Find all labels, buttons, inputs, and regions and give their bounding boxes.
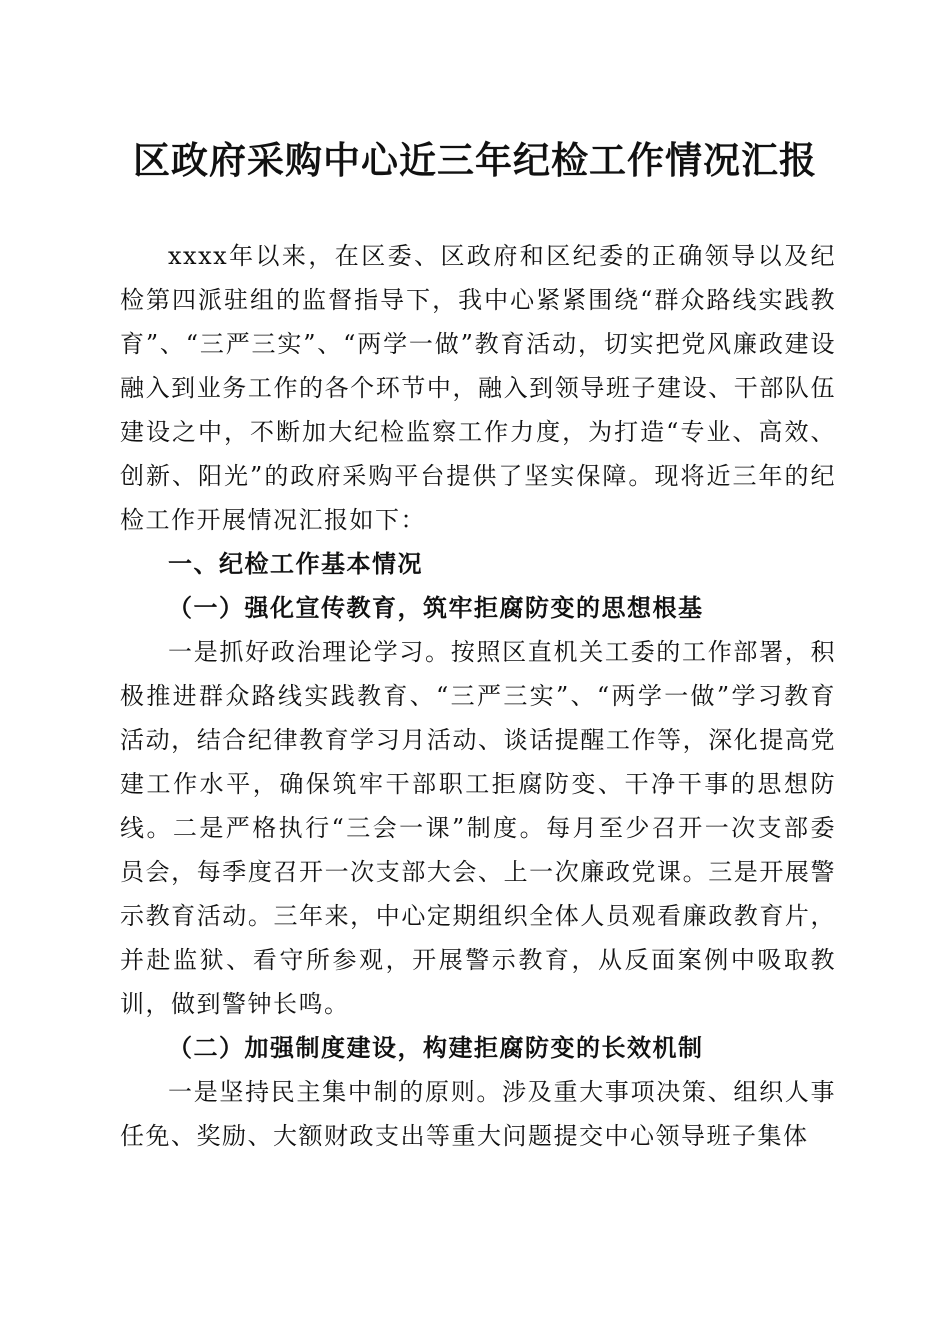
subsection-heading-1: （一）强化宣传教育，筑牢拒腐防变的思想根基	[168, 593, 704, 622]
section-heading-1: 一、纪检工作基本情况	[168, 550, 423, 578]
subsection-1-paragraph: 一是抓好政治理论学习。按照区直机关工委的工作部署，积极推进群众路线实践教育、“三严三实”、“两学一做”学习教育活动，结合纪律教育学习月活动、谈话提醒工作等，深化提高党建工作水平，确保筑牢干部职工拒腐防变、干净干事的思想防线。二是严格执行“三会一课”制度。每月至少召开一次支部委员会，每季度召开一次支部大会、上一次廉政党课。三是开展警示教育活动。三年来，中心定期组织全体人员观看廉政教育片，并赴监狱、看守所参观，开展警示教育，从反面案例中吸取教训，做到警钟长鸣。	[120, 638, 836, 1018]
document-title: 区政府采购中心近三年纪检工作情况汇报	[133, 138, 817, 182]
intro-paragraph: xxxx年以来，在区委、区政府和区纪委的正确领导以及纪检第四派驻组的监督指导下，我中心紧紧围绕“群众路线实践教育”、“三严三实”、“两学一做”教育活动，切实把党风廉政建设融入到业务工作的各个环节中，融入到领导班子建设、干部队伍建设之中，不断加大纪检监察工作力度，为打造“专业、高效、创新、阳光”的政府采购平台提供了坚实保障。现将近三年的纪检工作开展情况汇报如下：	[120, 242, 836, 534]
subsection-2-paragraph: 一是坚持民主集中制的原则。涉及重大事项决策、组织人事任免、奖励、大额财政支出等重大问题提交中心领导班子集体	[120, 1078, 836, 1150]
subsection-heading-2: （二）加强制度建设，构建拒腐防变的长效机制	[168, 1033, 704, 1062]
document-body	[120, 234, 836, 1158]
